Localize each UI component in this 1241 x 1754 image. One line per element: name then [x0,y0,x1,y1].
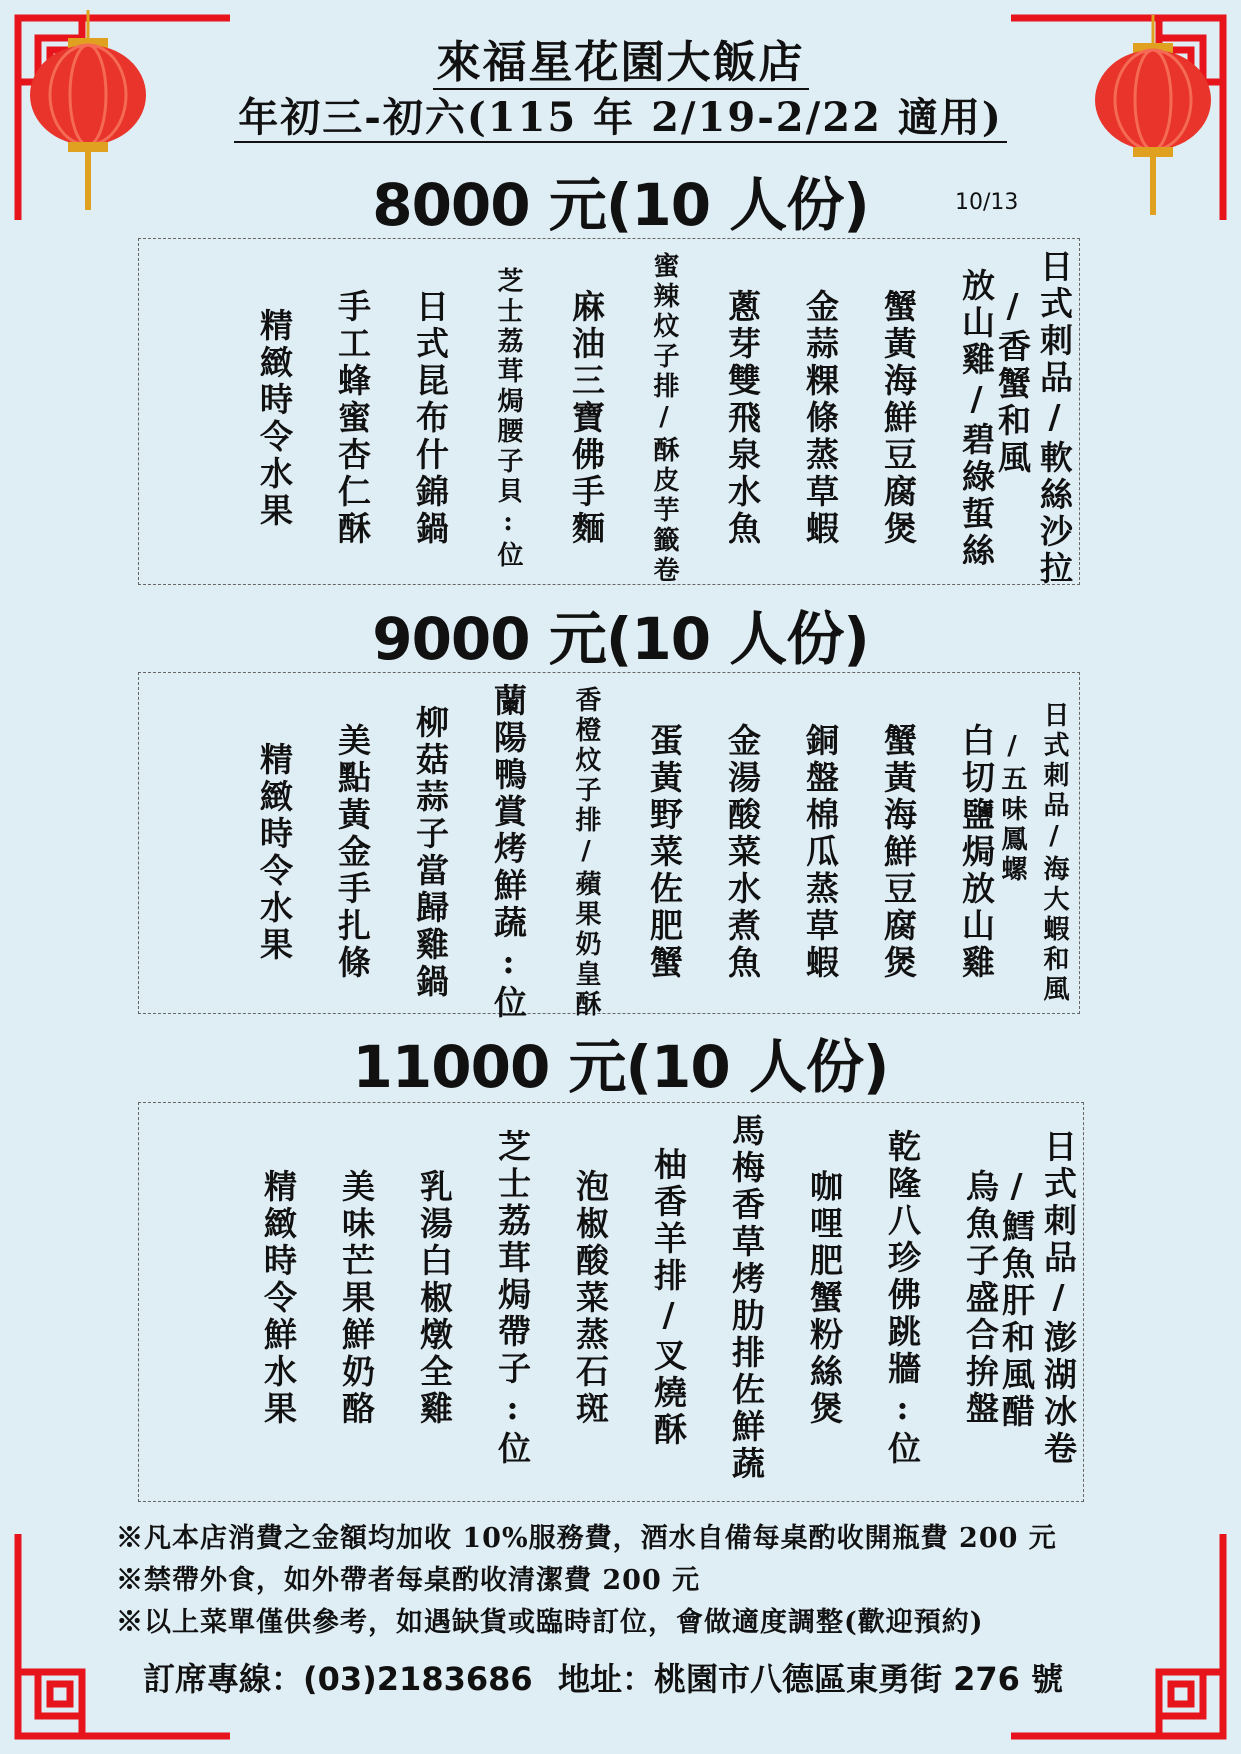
menu-price-11000: 11000 元(10 人份) [352,1033,889,1101]
menu-box-11000 [138,1102,1084,1502]
menu-box-9000 [138,672,1080,1022]
notes [116,1518,1057,1644]
restaurant-name: 來福星花園大飯店 [0,26,1241,90]
dish-item: 銅盤棉瓜蒸草蝦 [801,723,840,982]
menu-price-9000: 9000 元(10 人份) [372,605,869,673]
note-outside-food: ※禁帶外食，如外帶者每桌酌收清潔費 200 元 [116,1565,701,1596]
menu-code: 10/13 [955,190,1019,215]
dish-item: 精緻時令水果 [255,307,294,530]
dish-item: 白切鹽焗放山雞 [957,723,996,982]
dish-item: 芝士荔茸焗帶子:位 [493,1128,532,1468]
dish-item: 金湯酸菜水煮魚 [723,723,762,982]
dish-item: 泡椒酸菜蒸石斑 [571,1168,610,1428]
dish-item: 蛋黃野菜佐肥蟹 [645,723,684,982]
reservation-phone: 訂席專線：(03)2183686 [143,1660,533,1698]
dish-item: 蜜辣炆子排/酥皮芋籤卷 [649,251,679,586]
dish-item: 美味芒果鮮奶酪 [337,1168,376,1428]
note-menu-disclaimer: ※以上菜單僅供參考，如遇缺貨或臨時訂位，會做適度調整(歡迎預約) [116,1607,984,1638]
menu-subtitle: 年初三-初六(115 年 2/19-2/22 適用) [0,86,1241,143]
dish-item: 柚香羊排/叉燒酥 [649,1147,688,1449]
dish-item: 柳菇蒜子當歸雞鍋 [411,704,450,1001]
dish-item: 精緻時令鮮水果 [259,1168,298,1428]
dish-item: 芝士荔茸焗腰子貝:位 [493,266,523,571]
dish-item: 蔥芽雙飛泉水魚 [723,289,762,548]
dish-item: 精緻時令水果 [255,741,294,964]
note-service-charge: ※凡本店消費之金額均加收 10%服務費，酒水自備每桌酌收開瓶費 200 元 [116,1523,1057,1554]
dish-item: 日式刺品/澎湖冰卷 /鱈魚肝和風醋 [997,1128,1078,1468]
dish-item: 咖哩肥蟹粉絲煲 [805,1168,844,1428]
menu-box-8000 [138,238,1080,588]
dish-item: 日式刺品/軟絲沙拉 /香蟹和風 [993,249,1074,588]
dish-item: 香橙炆子排/蘋果奶皇酥 [571,685,601,1020]
dish-item: 烏魚子盛合拚盤 [961,1168,1000,1428]
dish-item: 日式刺品/海大蝦和風 /五味鳳螺 [997,700,1069,1005]
dish-item: 金蒜粿條蒸草蝦 [801,289,840,548]
dish-item: 馬梅香草烤肋排佐鮮蔬 [727,1113,766,1483]
dish-item: 蟹黃海鮮豆腐煲 [879,289,918,548]
address: 地址：桃園市八德區東勇街 276 號 [558,1660,1064,1698]
dish-item: 手工蜂蜜杏仁酥 [333,289,372,548]
dish-item: 日式昆布什錦鍋 [411,289,450,548]
dish-item: 蘭陽鴨賞烤鮮蔬:位 [489,683,528,1022]
menu-price-8000: 8000 元(10 人份) [372,171,869,239]
dish-item: 蟹黃海鮮豆腐煲 [879,723,918,982]
dish-item: 麻油三寶佛手麵 [567,289,606,548]
dish-item: 美點黃金手扎條 [333,723,372,982]
dish-item: 乾隆八珍佛跳牆:位 [883,1128,922,1468]
dish-item: 放山雞/碧綠蜇絲 [957,267,996,570]
dish-item: 乳湯白椒燉全雞 [415,1168,454,1428]
